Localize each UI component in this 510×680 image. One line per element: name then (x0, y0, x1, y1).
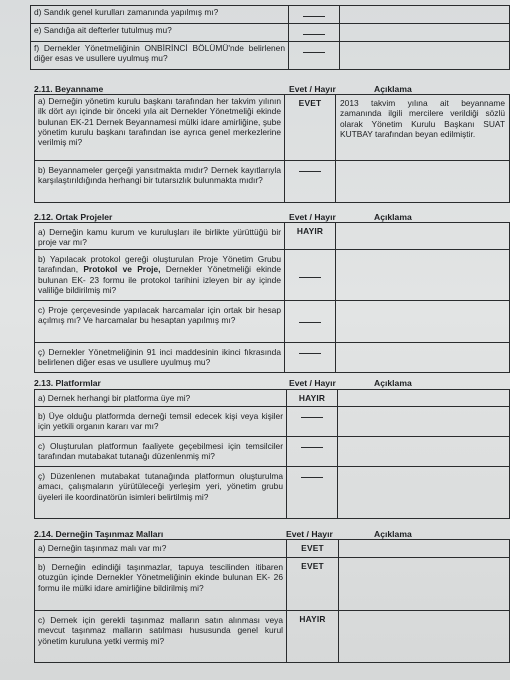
explanation-cell (338, 467, 510, 519)
table-row (35, 467, 510, 519)
table-row (35, 343, 510, 373)
question-text: f) Dernekler Yönetmeliğinin ONBİRİNCİ BÖLÜMÜ'nde belirlenen diğer esas ve usullere uyulmuş mu? (31, 42, 289, 70)
explanation-cell (339, 540, 510, 558)
sandik-table (30, 5, 510, 70)
table-row (35, 250, 510, 301)
table-row (31, 24, 510, 42)
explanation-cell (336, 223, 510, 250)
explanation-cell (339, 611, 510, 663)
answer-value: EVET (287, 558, 339, 611)
question-text: a) Derneğin yönetim kurulu başkanı tarafından her takvim yılının ilk dört ayı içinde bir önceki yıla ait Dernekler Yönetmeliği ekinde bulunan EK-21 Dernek Beyannamesi mülki idare amirliğine, şube yönetim kurulu başkanı tarafından ise ayrıca genel merkezlerine verilmiş mi? (35, 95, 285, 161)
answer-column-header: Evet / Hayır (289, 212, 336, 222)
explanation-cell (338, 437, 510, 467)
section-title: 2.13. Platformlar (34, 378, 101, 388)
answer-cell (287, 437, 338, 467)
question-text: b) Derneğin edindiği taşınmazlar, tapuya tescilinden itibaren otuzgün içinde Dernekler Yönetmeliğinin ekinde bulunan EK- 26 formu ile mülki idare amirliğine bildirilmiş mi? (35, 558, 287, 611)
answer-cell (285, 250, 336, 301)
answer-cell (289, 6, 340, 24)
question-text-part: Dernekler Yönetmeliği ekinde bulunan EK- 23 formu ile protokol tarihini izleyen bir ay içinde valiliğe bildirilmiş mi? (38, 264, 281, 295)
table-row (35, 95, 510, 161)
platformlar-table (34, 389, 510, 519)
explanation-text: 2013 takvim yılına ait beyanname zamanında ilgili mercilere verildiği sözlü olarak Yönetim Kurulu Başkanı SUAT KUTBAY tarafından beyan edilmiştir. (336, 95, 510, 161)
question-text-bold: Protokol ve Proje, (83, 264, 161, 275)
empty-answer-dash (303, 52, 325, 53)
answer-column-header: Evet / Hayır (289, 84, 336, 94)
table-row (35, 437, 510, 467)
explanation-cell (338, 390, 510, 407)
table-row (35, 161, 510, 203)
answer-cell (287, 467, 338, 519)
explanation-column-header: Açıklama (374, 529, 412, 539)
empty-answer-dash (301, 417, 323, 418)
explanation-cell (336, 343, 510, 373)
table-row (35, 223, 510, 250)
question-text: c) Oluşturulan platformun faaliyete geçebilmesi için temsilciler tarafından mutabakat tutanağı düzenlenmiş mi? (35, 437, 287, 467)
explanation-cell (336, 250, 510, 301)
table-row (31, 42, 510, 70)
answer-column-header: Evet / Hayır (289, 378, 336, 388)
explanation-cell (338, 407, 510, 437)
explanation-cell (336, 301, 510, 343)
question-text: a) Dernek herhangi bir platforma üye mi? (35, 390, 287, 407)
answer-value: HAYIR (285, 223, 336, 250)
empty-answer-dash (303, 16, 325, 17)
answer-value: HAYIR (287, 611, 339, 663)
question-text: ç) Düzenlenen mutabakat tutanağında platformun oluşturulma amacı, çalışmaların yürütüleceği yerleşim yeri, yönetim grubu üyeleri ile koordinatörün isimleri belirtilmiş mi? (35, 467, 287, 519)
table-row (35, 540, 510, 558)
empty-answer-dash (299, 322, 321, 323)
table-row (35, 390, 510, 407)
explanation-cell (340, 42, 510, 70)
ortak-projeler-table (34, 222, 510, 373)
section-title: 2.12. Ortak Projeler (34, 212, 113, 222)
tasinmaz-mallar-table (34, 539, 510, 663)
table-row (35, 301, 510, 343)
explanation-cell (340, 6, 510, 24)
table-row (35, 407, 510, 437)
answer-cell (289, 24, 340, 42)
explanation-column-header: Açıklama (374, 212, 412, 222)
empty-answer-dash (301, 477, 323, 478)
answer-cell (285, 301, 336, 343)
empty-answer-dash (301, 447, 323, 448)
table-row (31, 6, 510, 24)
question-text: d) Sandık genel kurulları zamanında yapılmış mı? (31, 6, 289, 24)
table-row (35, 558, 510, 611)
question-text: b) Üye olduğu platformda derneği temsil edecek kişi veya kişiler için yetkili organın kararı var mı? (35, 407, 287, 437)
answer-cell (285, 343, 336, 373)
section-title: 2.14. Derneğin Taşınmaz Malları (34, 529, 164, 539)
question-text: ç) Dernekler Yönetmeliğinin 91 inci maddesinin ikinci fıkrasında belirlenen diğer esas ve usullere uyulmuş mu? (35, 343, 285, 373)
explanation-cell (336, 161, 510, 203)
question-text: a) Derneğin taşınmaz malı var mı? (35, 540, 287, 558)
empty-answer-dash (299, 353, 321, 354)
section-title: 2.11. Beyanname (34, 84, 104, 94)
question-text: e) Sandığa ait defterler tutulmuş mu? (31, 24, 289, 42)
answer-cell (285, 161, 336, 203)
question-text: a) Derneğin kamu kurum ve kuruluşları ile birlikte yürüttüğü bir proje var mı? (35, 223, 285, 250)
question-text: c) Dernek için gerekli taşınmaz malların satın alınması veya mevcut taşınmaz malların satılması hususunda genel kurul yönetim kuruluna yetki vermiş mi? (35, 611, 287, 663)
answer-value: HAYIR (287, 390, 338, 407)
answer-value: EVET (287, 540, 339, 558)
answer-cell (289, 42, 340, 70)
empty-answer-dash (303, 34, 325, 35)
explanation-cell (340, 24, 510, 42)
question-text: b) Beyannameler gerçeği yansıtmakta mıdır? Dernek kayıtlarıyla karşılaştırıldığında herhangi bir tutarsızlık bulunmakta mıdır? (35, 161, 285, 203)
answer-value: EVET (285, 95, 336, 161)
answer-column-header: Evet / Hayır (286, 529, 333, 539)
empty-answer-dash (299, 171, 321, 172)
table-row (35, 611, 510, 663)
answer-cell (287, 407, 338, 437)
question-text (35, 250, 285, 301)
question-text-part: b) Yapılacak protokol gereği oluşturulan Proje Yönetim Grubu tarafından, (38, 254, 281, 275)
question-text: c) Proje çerçevesinde yapılacak harcamalar için ortak bir hesap açılmış mı? Ve harcamalar bu hesaptan yapılmış mı? (35, 301, 285, 343)
explanation-cell (339, 558, 510, 611)
explanation-column-header: Açıklama (374, 378, 412, 388)
empty-answer-dash (299, 277, 321, 278)
beyanname-table (34, 94, 510, 203)
explanation-column-header: Açıklama (374, 84, 412, 94)
